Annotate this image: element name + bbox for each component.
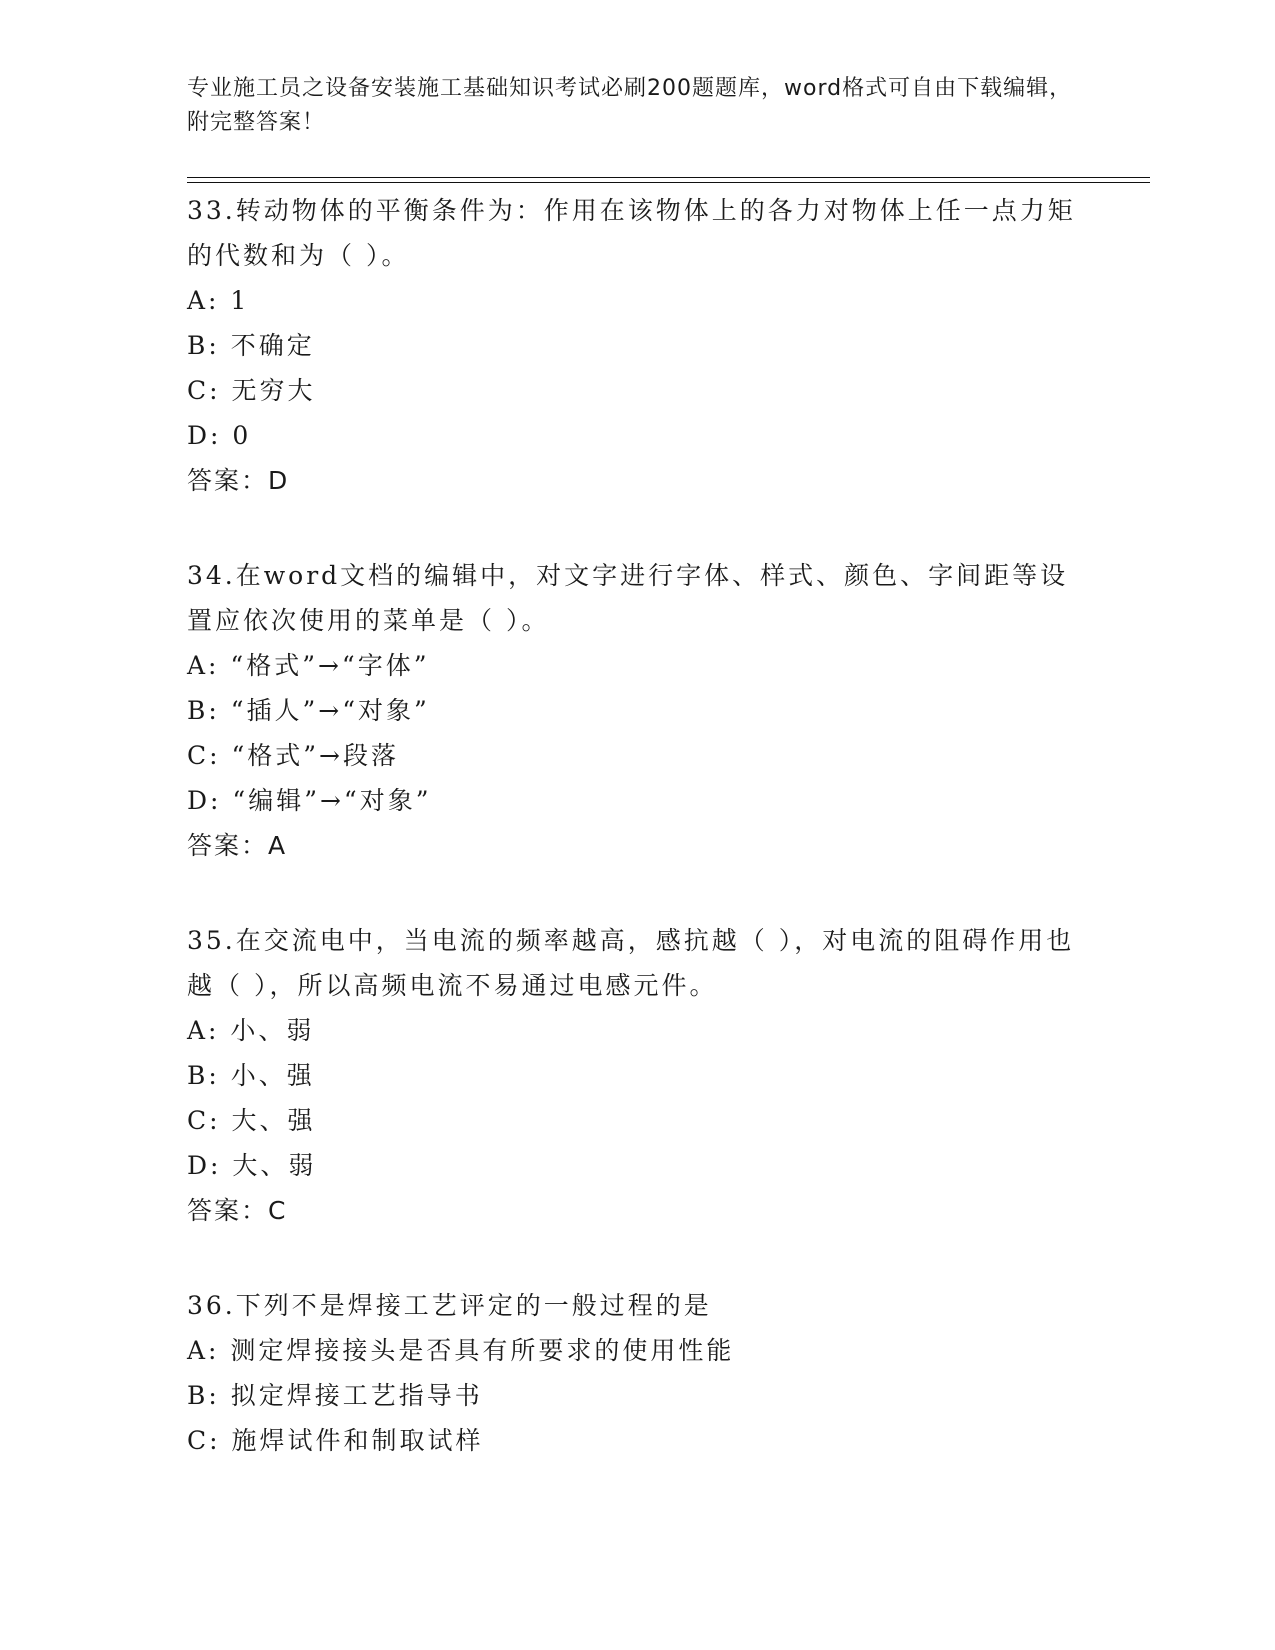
- option-c: C: 无穷大: [187, 376, 316, 405]
- option-a: A: 测定焊接接头是否具有所要求的使用性能: [187, 1336, 735, 1365]
- header-rule-top: [187, 177, 1150, 178]
- option-a: A: “格式”→“字体”: [187, 651, 430, 680]
- option-c: C: 施焊试件和制取试样: [187, 1426, 484, 1455]
- question-34: [187, 553, 1087, 868]
- question-stem: 34.在word文档的编辑中，对文字进行字体、样式、颜色、字间距等设置应依次使用的菜单是（ ）。: [187, 561, 1069, 635]
- question-36: [187, 1283, 1087, 1463]
- question-35: [187, 918, 1087, 1233]
- question-stem: 35.在交流电中，当电流的频率越高，感抗越（ ），对电流的阻碍作用也越（ ），所以高频电流不易通过电感元件。: [187, 926, 1075, 1000]
- option-c: C: “格式”→段落: [187, 741, 400, 770]
- option-a: A: 小、弱: [187, 1016, 315, 1045]
- question-33: [187, 188, 1087, 503]
- header-title: 专业施工员之设备安装施工基础知识考试必刷200题题库，word格式可自由下载编辑，附完整答案！: [187, 76, 1073, 135]
- option-d: D: 大、弱: [187, 1151, 317, 1180]
- option-d: D: 0: [187, 421, 252, 450]
- option-b: B: 不确定: [187, 331, 315, 360]
- question-stem: 36.下列不是焊接工艺评定的一般过程的是: [187, 1291, 712, 1320]
- option-b: B: “插人”→“对象”: [187, 696, 430, 725]
- answer: 答案：D: [187, 466, 290, 495]
- header-rule-bottom: [187, 182, 1150, 183]
- document-header: [187, 72, 1077, 140]
- option-d: D: “编辑”→“对象”: [187, 786, 432, 815]
- answer: 答案：C: [187, 1196, 288, 1225]
- option-c: C: 大、强: [187, 1106, 316, 1135]
- option-b: B: 小、强: [187, 1061, 315, 1090]
- question-stem: 33.转动物体的平衡条件为：作用在该物体上的各力对物体上任一点力矩的代数和为（ ）。: [187, 196, 1076, 270]
- option-b: B: 拟定焊接工艺指导书: [187, 1381, 483, 1410]
- answer: 答案：A: [187, 831, 288, 860]
- option-a: A: 1: [187, 286, 250, 315]
